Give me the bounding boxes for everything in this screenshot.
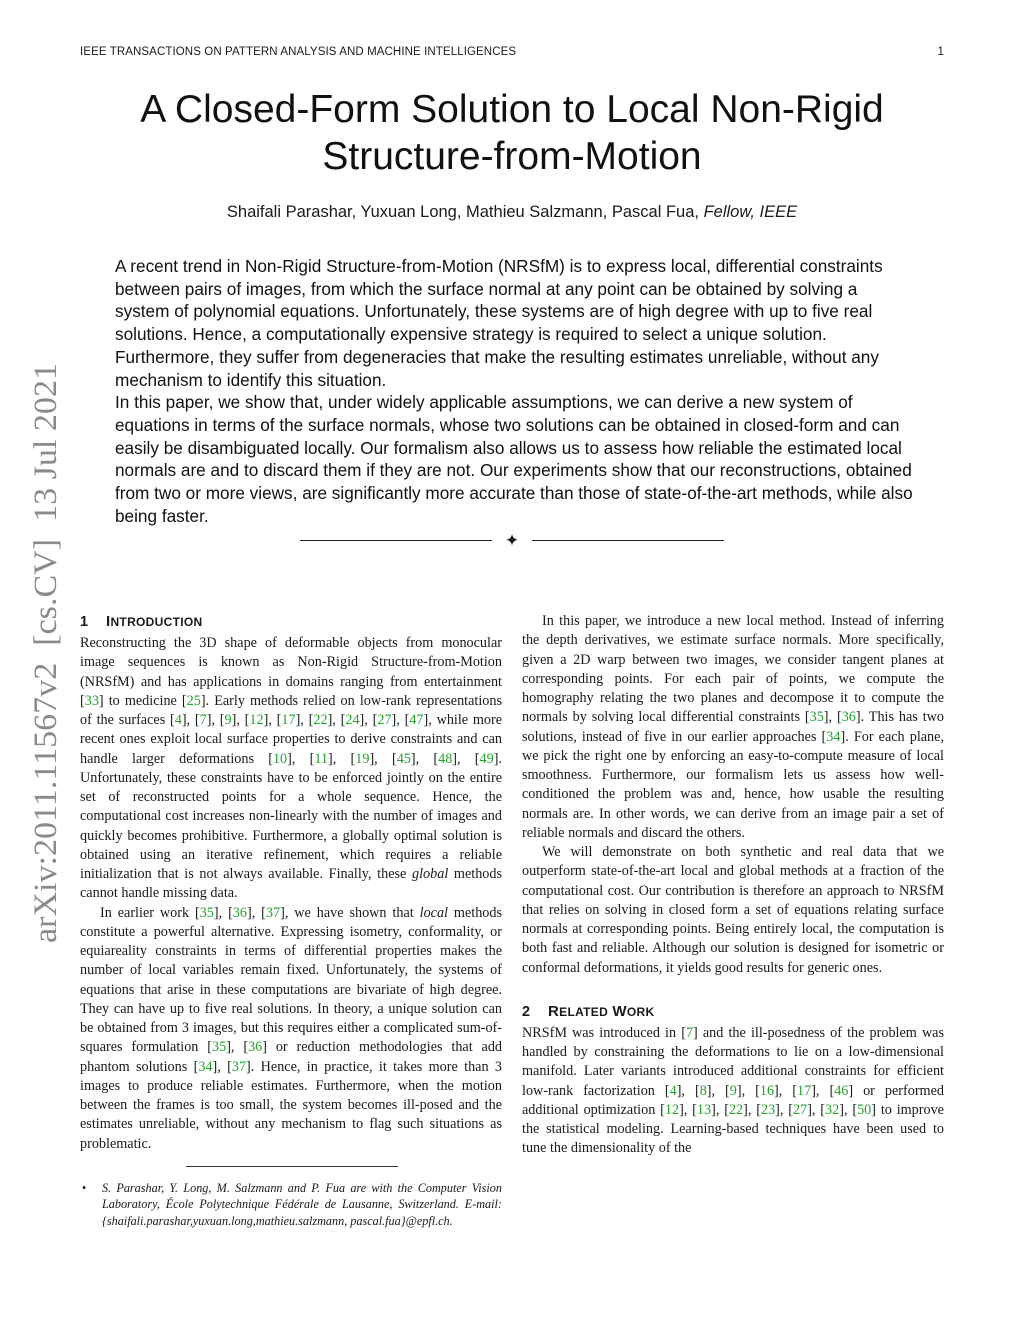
- citation-link[interactable]: 50: [857, 1101, 872, 1118]
- heading-initial: I: [106, 613, 111, 630]
- intro-paragraph-3: In this paper, we introduce a new local method. Instead of inferring the depth derivatives, we estimate surface normals. More specifically, given a 2D warp between two images, we consider tangent planes at corresponding points. For each pair of points, we compute the homography relating the two planes and decompose it to compute the normals by solving local differential constraints [35], [36]. This has two solutions, instead of five in our earlier approaches [34]. For each plane, we pick the right one by enforcing an easy-to-compute measure of local smoothness. Furthermore, our formalism lets us assess how well-conditioned the problem was and, hence, how usable the resulting normals are. In other words, we can derive from an image pair a set of reliable normals and discard the others.: [522, 613, 945, 841]
- citation-link[interactable]: 11: [314, 750, 329, 767]
- heading-initial: R: [548, 1002, 560, 1020]
- arxiv-stamp-graphic: [10, 358, 72, 948]
- running-header: [80, 46, 944, 58]
- text-run: ] to medicine [: [98, 692, 187, 709]
- text-run: ], we have shown that: [280, 904, 420, 921]
- intro-paragraph-1: Reconstructing the 3D shape of deformable objects from monocular image sequences is known as Non-Rigid Structure-from-Motion (NRSfM) and has applications in domains ranging from entertainment [33] to medicine [25]. Early methods relied on low-rank representations of the surfaces [4], [7], [9], [12], [17], [22], [24], [27], [47], while more recent ones exploit local surface properties to derive constraints and can handle larger deformations [10], [11], [19], [45], [48], [49]. Unfortunately, these constraints have to be enforced jointly on the entire set of reconstructed points for a whole sequence. Hence, the computational cost increases non-linearly with the number of images and quickly becomes prohibitive. Furthermore, a globally optimal solution is obtained using an iterative refinement, which requires a reliable initialization that is not always available. Finally, these global methods cannot handle missing data.: [80, 635, 503, 902]
- heading-rest: ORK: [626, 1004, 655, 1019]
- text-run: ]. Unfortunately, these constraints have to be enforced jointly on the entire set of reconstructed points for a whole sequence. Hence, the computational cost increases non-linearly with the number of images and quickly becomes prohibitive. Furthermore, a globally optimal solution is obtained using an iterative refinement, which requires a reliable initialization that is not always available. Finally, these: [80, 750, 502, 882]
- text-run: ] or reduction methodologies that add phantom solutions [: [80, 1039, 503, 1075]
- citation-link[interactable]: 8: [699, 1082, 707, 1099]
- citation-link[interactable]: 22: [313, 712, 328, 728]
- citation-link[interactable]: 33: [84, 692, 99, 709]
- text-run: ] or performed additional optimization [: [522, 1082, 944, 1118]
- arxiv-identifier: arXiv:2011.11567v2 [cs.CV] 13 Jul 2021: [28, 380, 64, 943]
- footnote-rule: [186, 1166, 398, 1167]
- text-run: In earlier work [: [100, 904, 200, 921]
- text-run: ]. This has two solutions, instead of five in our earlier approaches [: [522, 709, 945, 745]
- left-column: [80, 612, 502, 1154]
- text-run: Reconstructing the 3D shape of deformable objects from monocular image sequences is known as Non-Rigid Structure-from-Motion (NRSfM) and has applications in domains ranging from entertainment [: [80, 635, 502, 709]
- text-run: methods cannot handle missing data.: [80, 866, 503, 902]
- divider-rule-right: [532, 540, 724, 541]
- text-run: ]. Hence, in practice, it takes more than 3 images to produce reliable estimates. Furthermore, when the motion between the frames is too small, the system becomes ill-posed and the estimates unreliable, without any mechanism to flag such situations as problematic.: [80, 1058, 502, 1152]
- text-run: ]. For each plane, we pick the right one by enforcing an easy-to-compute measure of local smoothness. Furthermore, our formalism lets us assess how well-conditioned the problem was and, hence, how usable the resulting normals are. In other words, we can derive from an image pair a set of reliable normals and discard the others.: [522, 728, 944, 841]
- citation-link[interactable]: 12: [664, 1101, 680, 1118]
- text-run: ], while more recent ones exploit local surface properties to derive constraints and can handle larger deformations [: [80, 712, 503, 767]
- citation-link[interactable]: 34: [826, 728, 841, 745]
- citation-link[interactable]: 19: [355, 750, 370, 767]
- paper-title: [0, 86, 1024, 180]
- arxiv-stamp: [10, 358, 72, 948]
- citation-link[interactable]: 32: [825, 1101, 840, 1118]
- citation-link[interactable]: 10: [272, 750, 288, 767]
- heading-initial: W: [612, 1002, 627, 1020]
- text-run: ]. Early methods relied on low-rank representations of the surfaces [: [80, 692, 502, 728]
- abstract-paragraph-2: In this paper, we show that, under widely applicable assumptions, we can derive a new system of equations in terms of the surface normals, whose two solutions can be obtained in closed-form and can easily be disambiguated locally. Our formalism also allows us to assess how reliable the estimated local normals are and to discard them if they are not. Our experiments show that our reconstructions, obtained from two or more views, are significantly more accurate than those of state-of-the-art methods, while also being faster.: [115, 392, 913, 526]
- citation-link[interactable]: 17: [797, 1082, 812, 1099]
- section-heading-related-work: [522, 1002, 944, 1022]
- text-run: ] and the ill-posedness of the problem was handled by constraining the deformations to lie on a low-dimensional manifold. Later variants introduced additional constraints for efficient low-rank factorization [: [522, 1024, 945, 1099]
- citation-link[interactable]: 37: [231, 1058, 247, 1075]
- citation-link[interactable]: 25: [186, 692, 201, 709]
- citation-link[interactable]: 35: [199, 904, 214, 921]
- citation-link[interactable]: 27: [793, 1101, 808, 1118]
- section-number: 2: [522, 1003, 531, 1020]
- right-column: [522, 612, 944, 1159]
- emphasis-global: global: [412, 866, 449, 882]
- authors-names: Shaifali Parashar, Yuxuan Long, Mathieu Salzmann, Pascal Fua,: [226, 203, 699, 221]
- divider-diamond-icon: ✦: [504, 531, 520, 550]
- section-number: 1: [80, 614, 89, 630]
- abstract: [115, 255, 915, 527]
- citation-link[interactable]: 45: [396, 750, 411, 767]
- citation-link[interactable]: 46: [834, 1082, 849, 1099]
- page-number: 1: [937, 46, 944, 58]
- citation-link[interactable]: 17: [281, 712, 296, 728]
- citation-link[interactable]: 36: [841, 709, 856, 726]
- citation-link[interactable]: 36: [232, 904, 247, 921]
- citation-link[interactable]: 48: [438, 750, 453, 767]
- citation-link[interactable]: 24: [345, 712, 360, 728]
- citation-link[interactable]: 36: [248, 1039, 263, 1056]
- author-list: [0, 203, 1024, 222]
- section-divider: [300, 531, 724, 551]
- citation-link[interactable]: 7: [685, 1024, 694, 1041]
- citation-link[interactable]: 35: [212, 1039, 227, 1056]
- citation-link[interactable]: 47: [409, 712, 424, 728]
- citation-link[interactable]: 34: [198, 1058, 213, 1075]
- text-run: methods constitute a powerful alternative. Expressing isometry, conformality, or equiareality constraints in terms of differential properties makes the number of local variables remain fixed. Unfortunately, the systems of equations that arise in these computations are bivariate of high degree. They can have up to five real solutions. In theory, a unique solution can be obtained from 3 images, but this requires either a complicated sum-of-squares formulation [: [80, 904, 502, 1056]
- citation-link[interactable]: 4: [669, 1082, 677, 1099]
- title-line-2: Structure-from-Motion: [322, 135, 702, 178]
- title-line-1: A Closed-Form Solution to Local Non-Rigid: [140, 88, 884, 131]
- text-run: In this paper, we introduce a new local method. Instead of inferring the depth derivatives, we estimate surface normals. More specifically, given a 2D warp between two images, we consider tangent planes at corresponding points. For each pair of points, we compute the homography relating the two planes and decompose it to compute the normals by solving local differential constraints [: [522, 613, 944, 726]
- heading-rest: NTRODUCTION: [110, 615, 203, 629]
- fellow-designation: Fellow, IEEE: [703, 203, 798, 221]
- journal-name: IEEE TRANSACTIONS ON PATTERN ANALYSIS AND MACHINE INTELLIGENCES: [80, 46, 517, 58]
- citation-link[interactable]: 13: [696, 1101, 712, 1118]
- citation-link[interactable]: 27: [377, 712, 392, 728]
- citation-link[interactable]: 37: [265, 904, 281, 921]
- citation-link[interactable]: 9: [224, 712, 232, 728]
- heading-rest: ELATED: [559, 1004, 609, 1019]
- divider-rule-left: [300, 540, 492, 541]
- citation-link[interactable]: 49: [479, 750, 494, 767]
- citation-link[interactable]: 23: [760, 1101, 776, 1118]
- intro-paragraph-4: We will demonstrate on both synthetic and real data that we outperform state-of-the-art local and global methods at a fraction of the computational cost. Our contribution is therefore an approach to NRSfM that relies on solving in closed form a set of equations relating surface normals at corresponding points. Being entirely local, the computation is both fast and reliable. Although our solution is designed for isometric or conformal deformations, it yields good results for generic ones.: [522, 844, 944, 976]
- abstract-paragraph-1: A recent trend in Non-Rigid Structure-from-Motion (NRSfM) is to express local, differential constraints between pairs of images, from which the surface normal at any point can be obtained by solving a system of polynomial equations. Unfortunately, these systems are of high degree with up to five real solutions. Hence, a computationally expensive strategy is required to select a unique solution. Furthermore, they suffer from degeneracies that make the resulting estimates unreliable, without any mechanism to identify this situation.: [115, 256, 883, 390]
- author-affiliation-footnote: [80, 1180, 502, 1229]
- citation-link[interactable]: 22: [728, 1101, 744, 1118]
- related-work-paragraph-1: NRSfM was introduced in [7] and the ill-posedness of the problem was handled by constraining the deformations to lie on a low-dimensional manifold. Later variants introduced additional constraints for efficient low-rank factorization [4], [8], [9], [16], [17], [46] or performed additional optimization [12], [13], [22], [23], [27], [32], [50] to improve the statistical modeling. Learning-based techniques have been used to tune the dimensionality of the: [522, 1024, 945, 1157]
- emphasis-local: local: [419, 904, 448, 921]
- citation-link[interactable]: 4: [174, 712, 182, 728]
- text-run: ] to improve the statistical modeling. Learning-based techniques have been used to tune the dimensionality of the: [522, 1101, 944, 1157]
- intro-paragraph-2: In earlier work [35], [36], [37], we have shown that local methods constitute a powerful alternative. Expressing isometry, conformality, or equiareality constraints in terms of differential properties makes the number of local variables remain fixed. Unfortunately, the systems of equations that arise in these computations are bivariate of high degree. They can have up to five real solutions. In theory, a unique solution can be obtained from 3 images, but this requires either a complicated sum-of-squares formulation [35], [36] or reduction methodologies that add phantom solutions [34], [37]. Hence, in practice, it takes more than 3 images to produce reliable estimates. Furthermore, when the motion between the frames is too small, the system becomes ill-posed and the estimates unreliable, without any mechanism to flag such situations as problematic.: [80, 904, 503, 1152]
- citation-link[interactable]: 7: [199, 712, 207, 728]
- section-heading-introduction: [80, 612, 502, 632]
- citation-link[interactable]: 16: [759, 1082, 775, 1099]
- footnote-text: S. Parashar, Y. Long, M. Salzmann and P. Fua are with the Computer Vision Laboratory, École Polytechnique Fédérale de Lausanne, Switzerland. E-mail: {shaifali.parashar,yuxuan.long,mathieu.salzmann, pascal.fua}@epfl.ch.: [102, 1181, 502, 1228]
- text-run: NRSfM was introduced in [: [522, 1024, 686, 1041]
- citation-link[interactable]: 35: [809, 709, 824, 726]
- bullet-icon: •: [82, 1181, 87, 1195]
- citation-link[interactable]: 12: [249, 712, 264, 728]
- citation-link[interactable]: 9: [729, 1082, 737, 1099]
